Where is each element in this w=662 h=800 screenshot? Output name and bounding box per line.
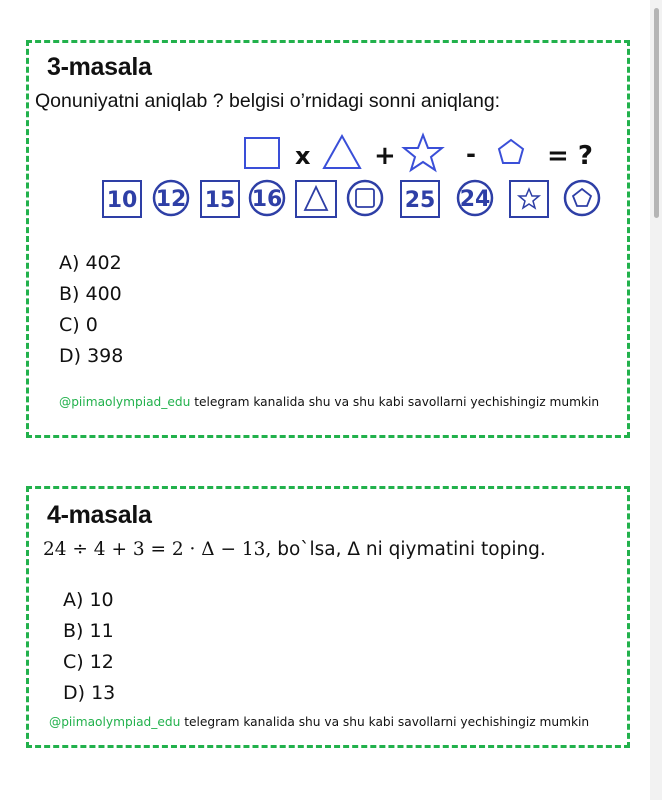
problem-4-options: [63, 585, 115, 709]
seq-value-2: 12: [155, 187, 187, 212]
equation-math: 24 ÷ 4 + 3 = 2 · Δ − 13,: [43, 539, 272, 560]
problem-3-card: [26, 40, 630, 438]
pentagon-shape: [499, 140, 523, 163]
seq-value-1: 10: [106, 188, 138, 213]
option-c: C) 0: [59, 314, 98, 336]
problem-4-equation: [43, 539, 546, 560]
multiply-sign: x: [295, 142, 311, 170]
seq-item-9: [510, 181, 548, 217]
pentagon-icon: [573, 189, 591, 206]
seq-value-3: 15: [204, 188, 236, 213]
telegram-handle[interactable]: @piimaolympiad_edu: [49, 715, 181, 729]
triangle-shape: [324, 136, 360, 168]
problem-3-question: Qonuniyatni aniqlab ? belgisi o’rnidagi sonni aniqlang:: [35, 90, 501, 112]
seq-value-4: 16: [251, 187, 283, 212]
star-icon: [519, 189, 539, 208]
plus-sign: +: [374, 141, 396, 171]
option-c: C) 12: [63, 651, 114, 673]
shape-formula: [29, 131, 633, 175]
option-b: B) 400: [59, 283, 122, 305]
minus-sign: -: [466, 140, 476, 168]
problem-4-card: [26, 486, 630, 748]
problem-3-title: 3-masala: [47, 53, 152, 81]
square-shape: [245, 138, 279, 168]
seq-item-6: [348, 181, 382, 215]
equals-question: = ?: [547, 141, 593, 171]
option-d: D) 13: [63, 682, 116, 704]
seq-value-8: 24: [459, 187, 491, 212]
seq-value-7: 25: [404, 188, 436, 213]
option-d: D) 398: [59, 345, 124, 367]
option-a: A) 402: [59, 252, 122, 274]
option-a: A) 10: [63, 589, 114, 611]
problem-3-options: [59, 248, 123, 372]
option-b: B) 11: [63, 620, 114, 642]
footer-text: telegram kanalida shu va shu kabi savollarni yechishingiz mumkin: [190, 395, 600, 409]
square-icon: [356, 189, 374, 207]
triangle-icon: [305, 187, 327, 210]
equation-text: bo`lsa, Δ ni qiymatini toping.: [271, 539, 546, 560]
telegram-handle[interactable]: @piimaolympiad_edu: [59, 395, 191, 409]
problem-4-title: 4-masala: [47, 501, 152, 529]
problem-3-footer: [59, 395, 599, 409]
problem-4-footer: [49, 715, 589, 729]
seq-item-10: [565, 181, 599, 215]
footer-text: telegram kanalida shu va shu kabi savollarni yechishingiz mumkin: [180, 715, 590, 729]
scrollbar[interactable]: [654, 8, 659, 218]
star-shape: [404, 135, 442, 170]
number-sequence: [29, 177, 633, 221]
